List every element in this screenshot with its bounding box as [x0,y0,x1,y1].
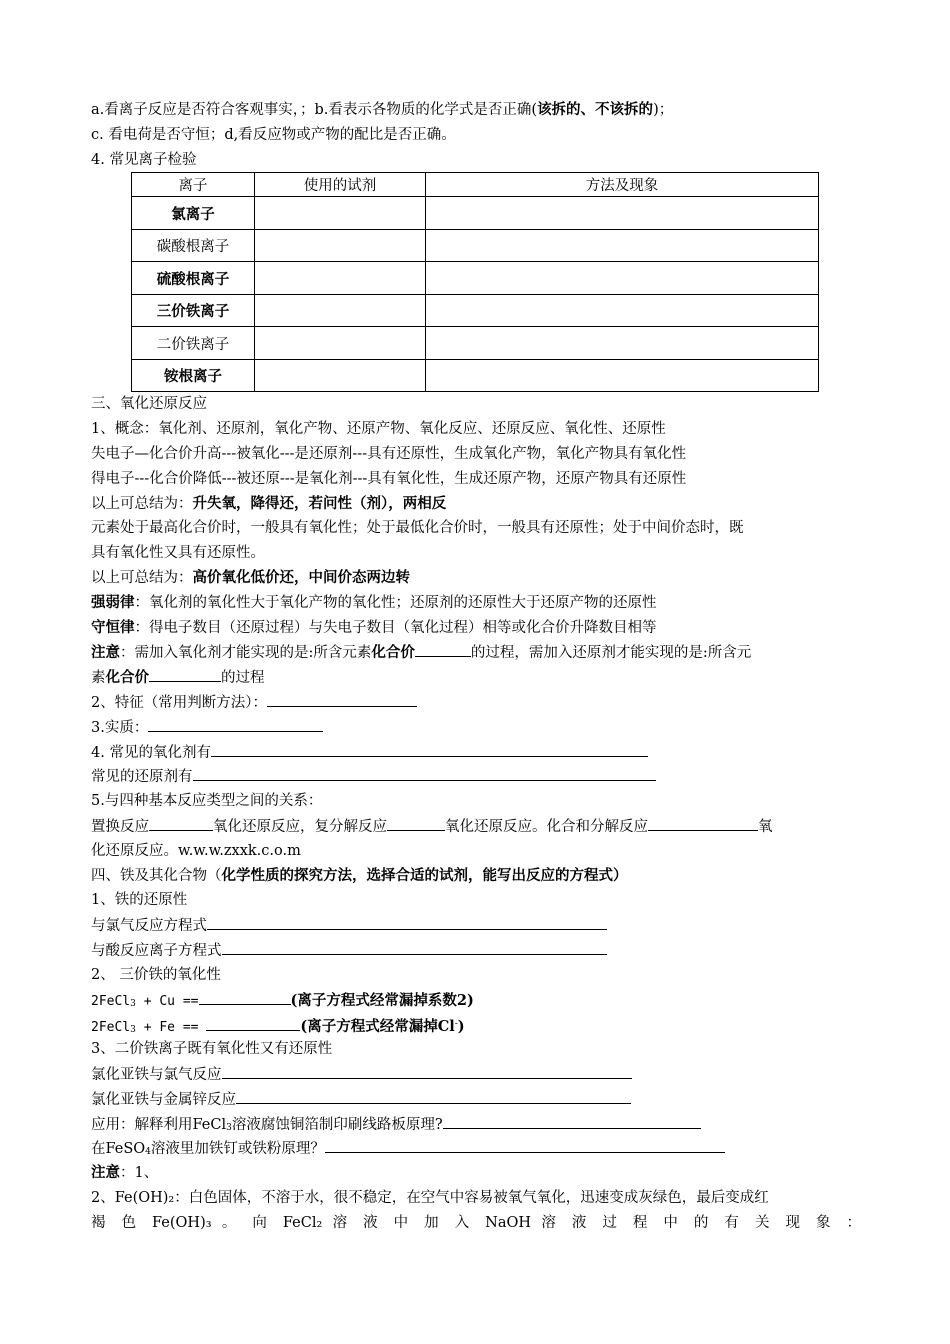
blank-line[interactable] [648,814,758,831]
redox-title: 三、氧化还原反应 [91,396,207,413]
feso4-line: 在FeSO$_4$溶液里加铁钉或铁粉原理？ [91,1136,861,1161]
table-row [132,294,819,327]
redox-gain-electrons: 得电子---化合价降低---被还原---是氧化剂---具有氧化性，生成还原产物，还原产物具有还原性 [91,470,687,487]
header-reagent: 使用的试剂 [255,173,426,197]
oxidants-line: 4. 常见的氧化剂有 [91,740,861,765]
header-method: 方法及现象 [426,173,819,197]
ion-test-table [131,172,819,392]
blank-line[interactable] [211,740,648,757]
fecl2-chlorine: 氯化亚铁与氯气反应 [91,1062,861,1087]
redox-lose-electrons: 失电子—化合价升高---被氧化---是还原剂---具有还原性，生成氧化产物，氧化产物具有氧化性 [91,445,687,462]
redox-concept: 1、概念：氧化剂、还原剂，氧化产物、还原产物、氧化反应、还原反应、氧化性、还原性 [91,421,666,438]
method-cell[interactable] [426,197,819,230]
fecl2-zinc: 氯化亚铁与金属锌反应 [91,1087,861,1112]
table-row [132,262,819,295]
blank-line[interactable] [148,715,323,732]
reagent-cell[interactable] [255,359,426,392]
blank-line[interactable] [207,913,607,930]
strength-law: 强弱律：氧化剂的氧化性大于氧化产物的氧化性；还原剂的还原性大于还原产物的还原性 [91,593,657,611]
relation-line-1: 置换反应 氧化还原反应，复分解反应 氧化还原反应。化合和分解反应 氧 [91,814,861,839]
fe-oh2-line-1: 2、Fe(OH)₂：白色固体，不溶于水，很不稳定，在空气中容易被氧气氧化，迅速变成灰绿色，最后变成红 [91,1189,769,1206]
method-cell[interactable] [426,359,819,392]
table-row [132,359,819,392]
blank-line[interactable] [149,814,213,831]
iron-with-acid: 与酸反应离子方程式 [91,938,861,963]
conservation-law: 守恒律：得电子数目（还原过程）与失电子数目（氧化过程）相等或化合价升降数目相等 [91,618,657,636]
blank-line[interactable] [415,640,471,657]
ion-cell: 二价铁离子 [132,327,255,360]
section-4-title: 4. 常见离子检验 [91,151,197,168]
blank-line[interactable] [199,988,291,1005]
iron-note: 注意：1、 [91,1164,159,1182]
blank-line[interactable] [222,938,607,955]
rule-line-a: a.看离子反应是否符合客观事实，；b.看表示各物质的化学式是否正确(该拆的、不该拆的)； [91,101,674,118]
method-cell[interactable] [426,262,819,295]
ion-cell: 三价铁离子 [132,294,255,327]
blank-line[interactable] [193,764,656,781]
ion-cell: 氯离子 [132,197,255,230]
equation-2: 2FeCl$_3$ + Fe == (离子方程式经常漏掉Cl-) [91,1012,861,1037]
reagent-cell[interactable] [255,229,426,262]
redox-valence-line-1: 元素处于最高化合价时，一般具有氧化性；处于最低化合价时，一般具有还原性；处于中间价态时，既 [91,520,744,537]
table-row [132,327,819,360]
note-line-1: 注意：需加入氧化剂才能实现的是:所含元素化合价 的过程，需加入还原剂才能实现的是:所含元 [91,640,861,665]
blank-line[interactable] [387,814,445,831]
note-line-2: 素化合价 的过程 [91,665,861,690]
fe2-both: 3、二价铁离子既有氧化性又有还原性 [91,1041,333,1058]
reagent-cell[interactable] [255,262,426,295]
ion-cell: 碳酸根离子 [132,229,255,262]
table-row [132,197,819,230]
blank-line[interactable] [206,1014,300,1031]
essence-line: 3.实质： [91,715,861,740]
ion-cell: 硫酸根离子 [132,262,255,295]
redox-summary-1: 以上可总结为：升失氧，降得还，若问性（剂），两相反 [91,494,447,512]
ion-cell: 铵根离子 [132,359,255,392]
table-row [132,229,819,262]
blank-line[interactable] [149,665,221,682]
header-ion: 离子 [132,173,255,197]
method-cell[interactable] [426,327,819,360]
reagent-cell[interactable] [255,294,426,327]
iron-with-chlorine: 与氯气反应方程式 [91,913,861,938]
blank-line[interactable] [236,1087,631,1104]
iron-title: 四、铁及其化合物（化学性质的探究方法，选择合适的试剂，能写出反应的方程式） [91,866,628,884]
reagent-cell[interactable] [255,197,426,230]
application-line: 应用：解释利用FeCl$_3$溶液腐蚀铜箔制印刷线路板原理? [91,1112,861,1137]
blank-line[interactable] [267,690,417,707]
method-cell[interactable] [426,229,819,262]
equation-1: 2FeCl$_3$ + Cu == (离子方程式经常漏掉系数2) [91,988,861,1013]
method-cell[interactable] [426,294,819,327]
redox-valence-line-2: 具有氧化性又具有还原性。 [91,545,265,562]
fe-oh2-line-2: 褐 色 Fe(OH)₃ 。 向 FeCl₂ 溶 液 中 加 入 NaOH 溶 液 过 程 中 的 有 关 现 象 ： [91,1214,861,1231]
fe3-oxidizing: 2、 三价铁的氧化性 [91,966,221,983]
blank-line[interactable] [325,1136,725,1153]
feature-line: 2、特征（常用判断方法）： [91,690,861,715]
table-header-row [132,173,819,197]
redox-summary-2: 以上可总结为：高价氧化低价还，中间价态两边转 [91,568,410,586]
iron-reducing: 1、铁的还原性 [91,892,188,909]
rule-line-c: c. 看电荷是否守恒；d,看反应物或产物的配比是否正确。 [91,126,456,143]
relation-line-2: 化还原反应。w.w.w.zxxk.c.o.m [91,842,301,859]
relation-title: 5.与四种基本反应类型之间的关系： [91,793,323,810]
blank-line[interactable] [222,1062,632,1079]
reductants-line: 常见的还原剂有 [91,764,861,789]
reagent-cell[interactable] [255,327,426,360]
document-page [91,98,861,1235]
blank-line[interactable] [443,1112,701,1129]
